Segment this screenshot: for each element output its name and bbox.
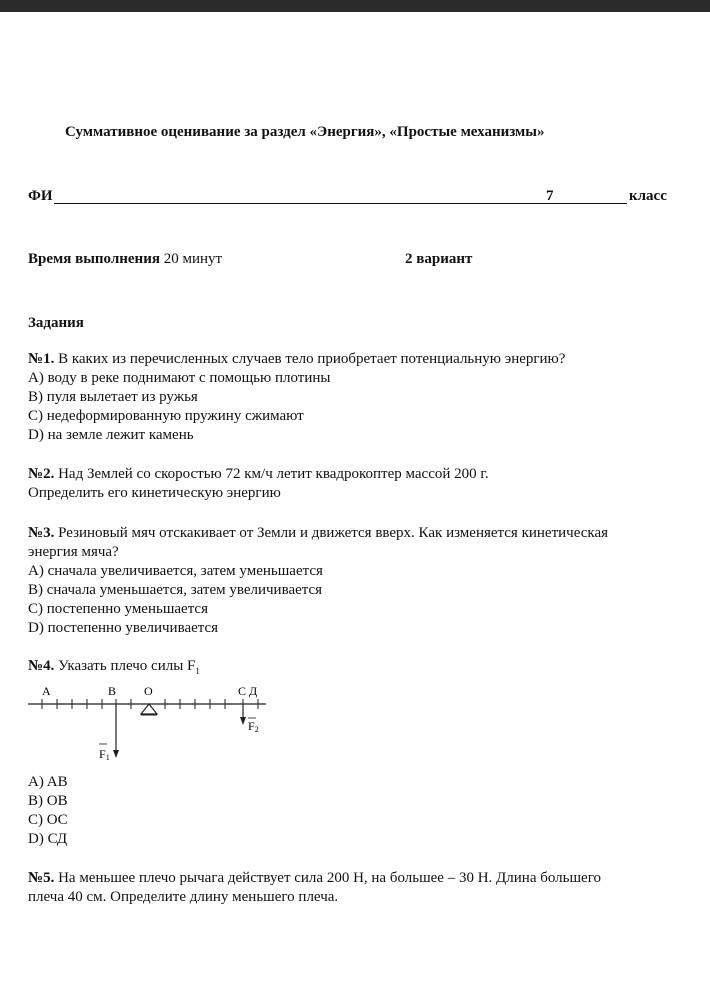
force-f1-arrowhead	[113, 750, 119, 758]
lever-diagram	[28, 682, 278, 764]
question-4-option-a: A) AB	[28, 774, 68, 790]
page-title: Суммативное оценивание за раздел «Энергия», «Простые механизмы»	[65, 124, 545, 140]
question-1-option-b: B) пуля вылетает из ружья	[28, 389, 198, 405]
label-f1: F1	[99, 747, 110, 762]
question-5	[28, 869, 601, 907]
name-grade-row	[28, 187, 673, 207]
label-b: B	[108, 684, 117, 698]
label-a: A	[42, 684, 51, 698]
fi-blank-line[interactable]	[54, 203, 573, 204]
question-1	[28, 350, 565, 445]
question-3-text: №3. Резиновый мяч отскакивает от Земли и движется вверх. Как изменяется кинетическая	[28, 525, 609, 541]
question-3-option-a: A) сначала увеличивается, затем уменьшается	[28, 563, 323, 579]
question-2-text: №2. Над Землей со скоростью 72 км/ч летит квадрокоптер массой 200 г.	[28, 466, 489, 482]
grade-number: 7	[546, 188, 554, 204]
question-5-text-line2: плеча 40 см. Определите длину меньшего плеча.	[28, 889, 339, 905]
question-4	[28, 657, 200, 681]
question-4-options	[28, 773, 68, 849]
variant-label: 2 вариант	[405, 251, 473, 267]
fulcrum-icon	[141, 704, 157, 714]
grade-blank-line[interactable]	[555, 203, 627, 204]
question-2	[28, 465, 489, 503]
question-1-option-a: A) воду в реке поднимают с помощью плотины	[28, 370, 331, 386]
question-1-text: №1. В каких из перечисленных случаев тело приобретает потенциальную энергию?	[28, 351, 566, 367]
force-f2-arrowhead	[240, 717, 246, 725]
question-5-text: №5. На меньшее плечо рычага действует сила 200 Н, на большее – 30 Н. Длина большего	[28, 870, 601, 886]
question-4-option-d: D) СД	[28, 831, 68, 847]
label-o: O	[144, 684, 153, 698]
question-1-option-c: C) недеформированную пружину сжимают	[28, 408, 304, 424]
question-3-text-line2: энергия мяча?	[28, 544, 119, 560]
question-4-option-b: B) OB	[28, 793, 68, 809]
time-label: Время выполнения	[28, 251, 160, 267]
question-1-option-d: D) на земле лежит камень	[28, 427, 194, 443]
top-dark-bar	[0, 0, 710, 12]
question-4-text: №4. Указать плечо силы $F_1$	[28, 658, 200, 676]
question-2-text-line2: Определить его кинетическую энергию	[28, 485, 281, 501]
question-3-option-c: C) постепенно уменьшается	[28, 601, 208, 617]
label-cd: C Д	[238, 684, 258, 698]
question-3-option-d: D) постепенно увеличивается	[28, 620, 219, 636]
time-value: 20 минут	[163, 251, 223, 267]
question-4-option-c: C) OC	[28, 812, 68, 828]
fi-label: ФИ	[28, 188, 53, 204]
question-3-option-b: B) сначала уменьшается, затем увеличивается	[28, 582, 323, 598]
label-f2: F2	[248, 719, 259, 734]
tasks-heading: Задания	[28, 315, 84, 331]
grade-label: класс	[629, 188, 667, 204]
question-3	[28, 524, 608, 638]
time-row	[28, 250, 222, 269]
